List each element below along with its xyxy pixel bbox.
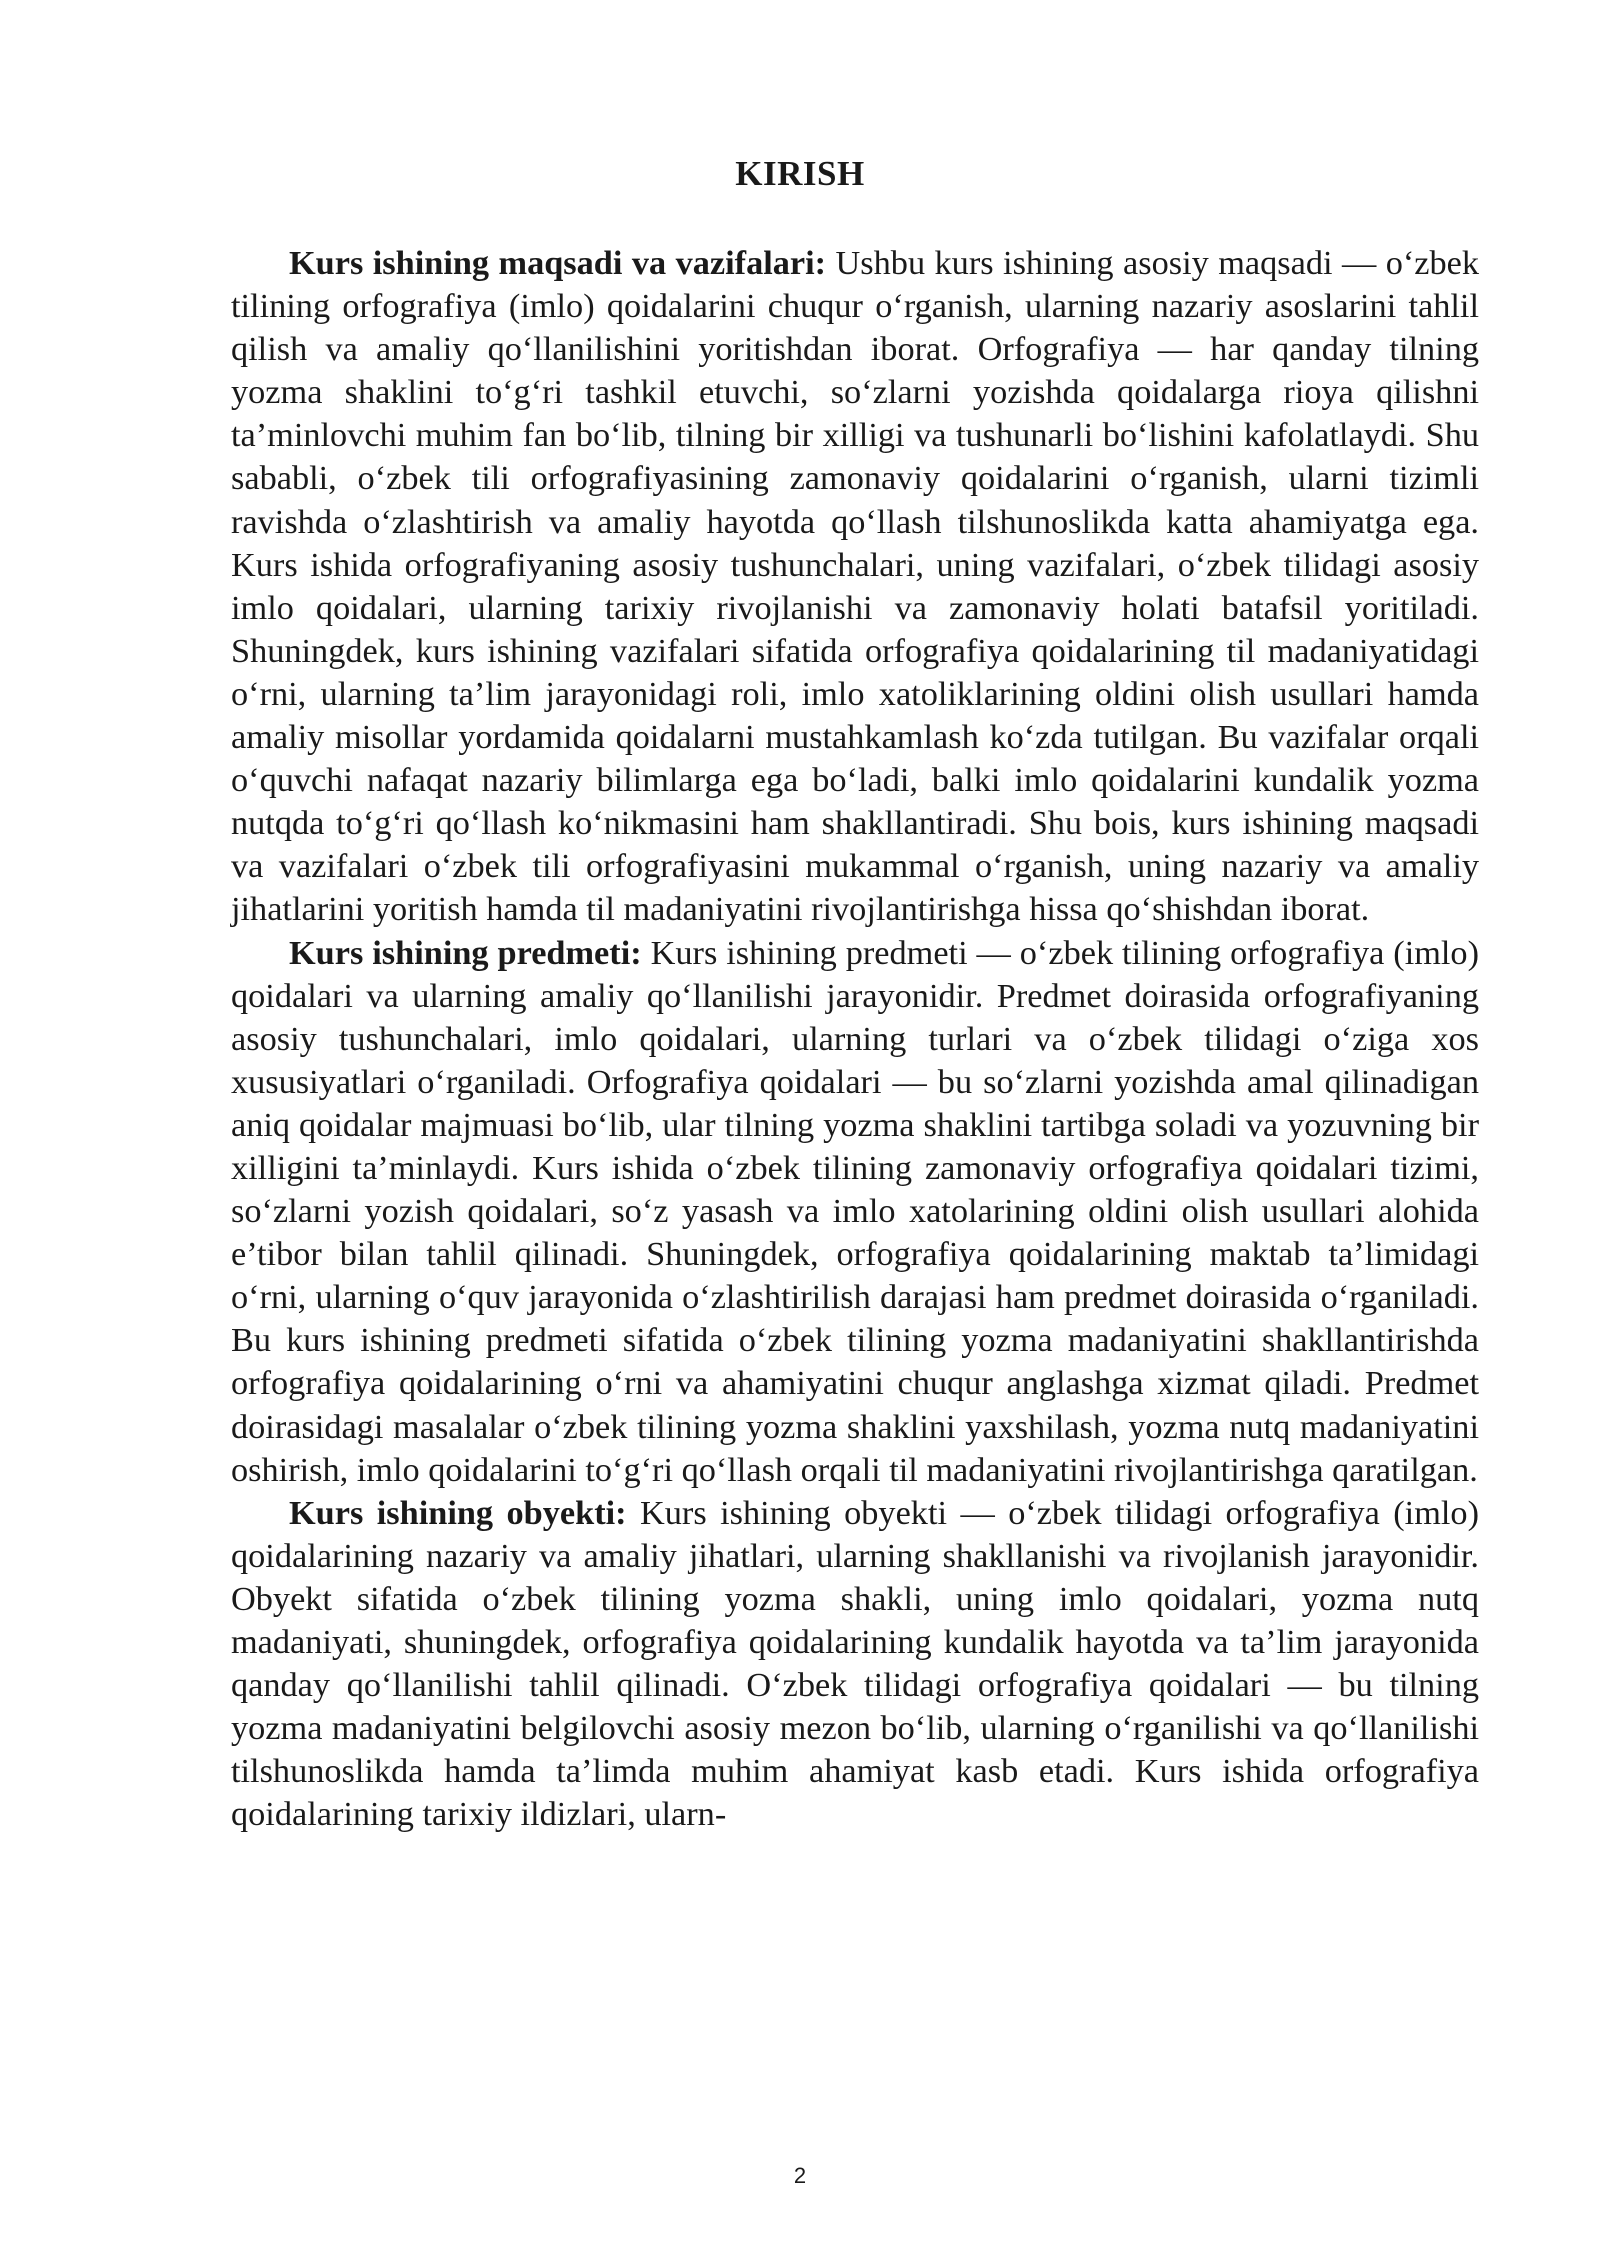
paragraph-predmeti <box>231 932 1479 1492</box>
paragraph-text: Kurs ishining predmeti — o‘zbek tilining orfografiya (imlo) qoidalari va ularning amaliy qo‘llanilishi jarayonidir. Predmet doirasida orfografiyaning asosiy tushunchalari, imlo qoidalari, ularning turlari va o‘zbek tilidagi o‘ziga xos xususiyatlari o‘rganiladi. Orfografiya qoidalari — bu so‘zlarni yozishda amal qilinadigan aniq qoidalar majmuasi bo‘lib, ular tilning yozma shaklini tartibga soladi va yozuvning bir xilligini ta’minlaydi. Kurs ishida o‘zbek tilining zamonaviy orfografiya qoidalari tizimi, so‘zlarni yozish qoidalari, so‘z yasash va imlo xatolarining oldini olish usullari alohida e’tibor bilan tahlil qilinadi. Shuningdek, orfografiya qoidalarining maktab ta’limidagi o‘rni, ularning o‘quv jarayonida o‘zlashtirilish darajasi ham predmet doirasida o‘rganiladi. Bu kurs ishining predmeti sifatida o‘zbek tilining yozma madaniyatini shakllantirishda orfografiya qoidalarining o‘rni va ahamiyatini chuqur anglashga xizmat qiladi. Predmet doirasidagi masalalar o‘zbek tilining yozma shaklini yaxshilash, yozma nutq madaniyatini oshirish, imlo qoidalarini to‘g‘ri qo‘llash orqali til madaniyatini rivojlantirishga qaratilgan. <box>231 933 1479 1489</box>
paragraph-heading: Kurs ishining maqsadi va vazifalari: <box>289 244 827 282</box>
paragraph-heading: Kurs ishining predmeti: <box>289 933 642 972</box>
paragraph-maqsadi <box>231 242 1479 932</box>
document-body <box>231 242 1479 1836</box>
paragraph-heading: Kurs ishining obyekti: <box>289 1493 627 1532</box>
paragraph-text: Ushbu kurs ishining asosiy maqsadi — o‘zbek tilining orfografiya (imlo) qoidalarini chuqur o‘rganish, ularning nazariy asoslarini tahlil qilish va amaliy qo‘llanilishini yoritishdan iborat. Orfografiya — har qanday tilning yozma shaklini to‘g‘ri tashkil etuvchi, so‘zlarni yozishda qoidalarga rioya qilishni ta’minlovchi muhim fan bo‘lib, tilning bir xilligi va tushunarli bo‘lishini kafolatlaydi. Shu sababli, o‘zbek tili orfografiyasining zamonaviy qoidalarini o‘rganish, ularni tizimli ravishda o‘zlashtirish va amaliy hayotda qo‘llash tilshunoslikda katta ahamiyatga ega. Kurs ishida orfografiyaning asosiy tushunchalari, uning vazifalari, o‘zbek tilidagi asosiy imlo qoidalari, ularning tarixiy rivojlanishi va zamonaviy holati batafsil yoritiladi. Shuningdek, kurs ishining vazifalari sifatida orfografiya qoidalarining til madaniyatidagi o‘rni, ularning ta’lim jarayonidagi roli, imlo xatoliklarining oldini olish usullari hamda amaliy misollar yordamida qoidalarni mustahkamlash ko‘zda tutilgan. Bu vazifalar orqali o‘quvchi nafaqat nazariy bilimlarga ega bo‘ladi, balki imlo qoidalarini kundalik yozma nutqda to‘g‘ri qo‘llash ko‘nikmasini ham shakllantiradi. Shu bois, kurs ishining maqsadi va vazifalari o‘zbek tili orfografiyasini mukammal o‘rganish, uning nazariy va amaliy jihatlarini yoritish hamda til madaniyatini rivojlantirishga hissa qo‘shishdan iborat. <box>231 244 1480 929</box>
paragraph-obyekti <box>231 1492 1479 1837</box>
page-title: KIRISH <box>735 154 865 193</box>
page-number: 2 <box>793 2163 807 2188</box>
paragraph-text: Kurs ishining obyekti — o‘zbek tilidagi orfografiya (imlo) qoidalarining nazariy va amaliy jihatlari, ularning shakllanishi va rivojlanish jarayonidir. Obyekt sifatida o‘zbek tilining yozma shakli, uning imlo qoidalari, yozma nutq madaniyati, shuningdek, orfografiya qoidalarining kundalik hayotda va ta’lim jarayonida qanday qo‘llanilishi tahlil qilinadi. O‘zbek tilidagi orfografiya qoidalari — bu tilning yozma madaniyatini belgilovchi asosiy mezon bo‘lib, ularning o‘rganilishi va qo‘llanilishi tilshunoslikda hamda ta’limda muhim ahamiyat kasb etadi. Kurs ishida orfografiya qoidalarining tarixiy ildizlari, ularn- <box>231 1493 1479 1834</box>
